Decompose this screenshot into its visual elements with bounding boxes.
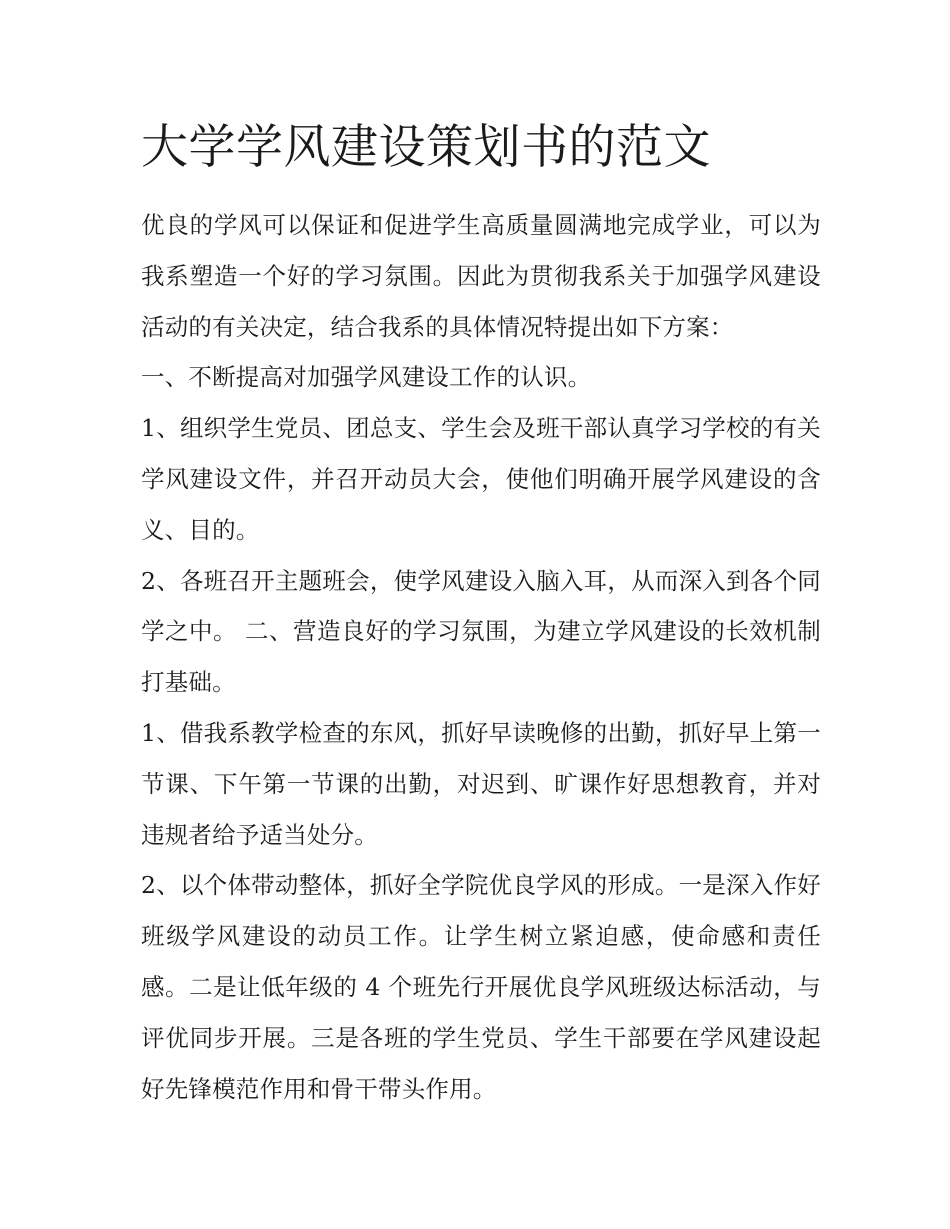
paragraph-2-2: 2、以个体带动整体，抓好全学院优良学风的形成。一是深入作好班级学风建设的动员工作。让学生树立紧迫感，使命感和责任感。二是让低年级的 4 个班先行开展优良学风班级达标活动，与评优同步开展。三是各班的学生党员、学生干部要在学风建设起好先锋模范作用和骨干带头作用。 — [141, 871, 821, 1103]
paragraph-1-1: 1、组织学生党员、团总支、学生会及班干部认真学习学校的有关学风建设文件，并召开动员大会，使他们明确开展学风建设的含义、目的。 — [141, 414, 821, 544]
paragraph-1-2: 2、各班召开主题班会，使学风建设入脑入耳，从而深入到各个同学之中。 二、营造良好的学习氛围，为建立学风建设的长效机制打基础。 — [141, 566, 821, 697]
section-heading-1: 一、不断提高对加强学风建设工作的认识。 — [141, 363, 592, 392]
document-content — [141, 112, 821, 1114]
paragraph-2-1: 1、借我系教学检查的东风，抓好早读晚修的出勤，抓好早上第一节课、下午第一节课的出勤，对迟到、旷课作好思想教育，并对违规者给予适当处分。 — [141, 718, 821, 849]
paragraph-intro: 优良的学风可以保证和促进学生高质量圆满地完成学业，可以为我系塑造一个好的学习氛围。因此为贯彻我系关于加强学风建设活动的有关决定，结合我系的具体情况特提出如下方案： — [141, 211, 821, 341]
document-title: 大学学风建设策划书的范文 — [141, 120, 711, 175]
document-body — [141, 200, 821, 1114]
